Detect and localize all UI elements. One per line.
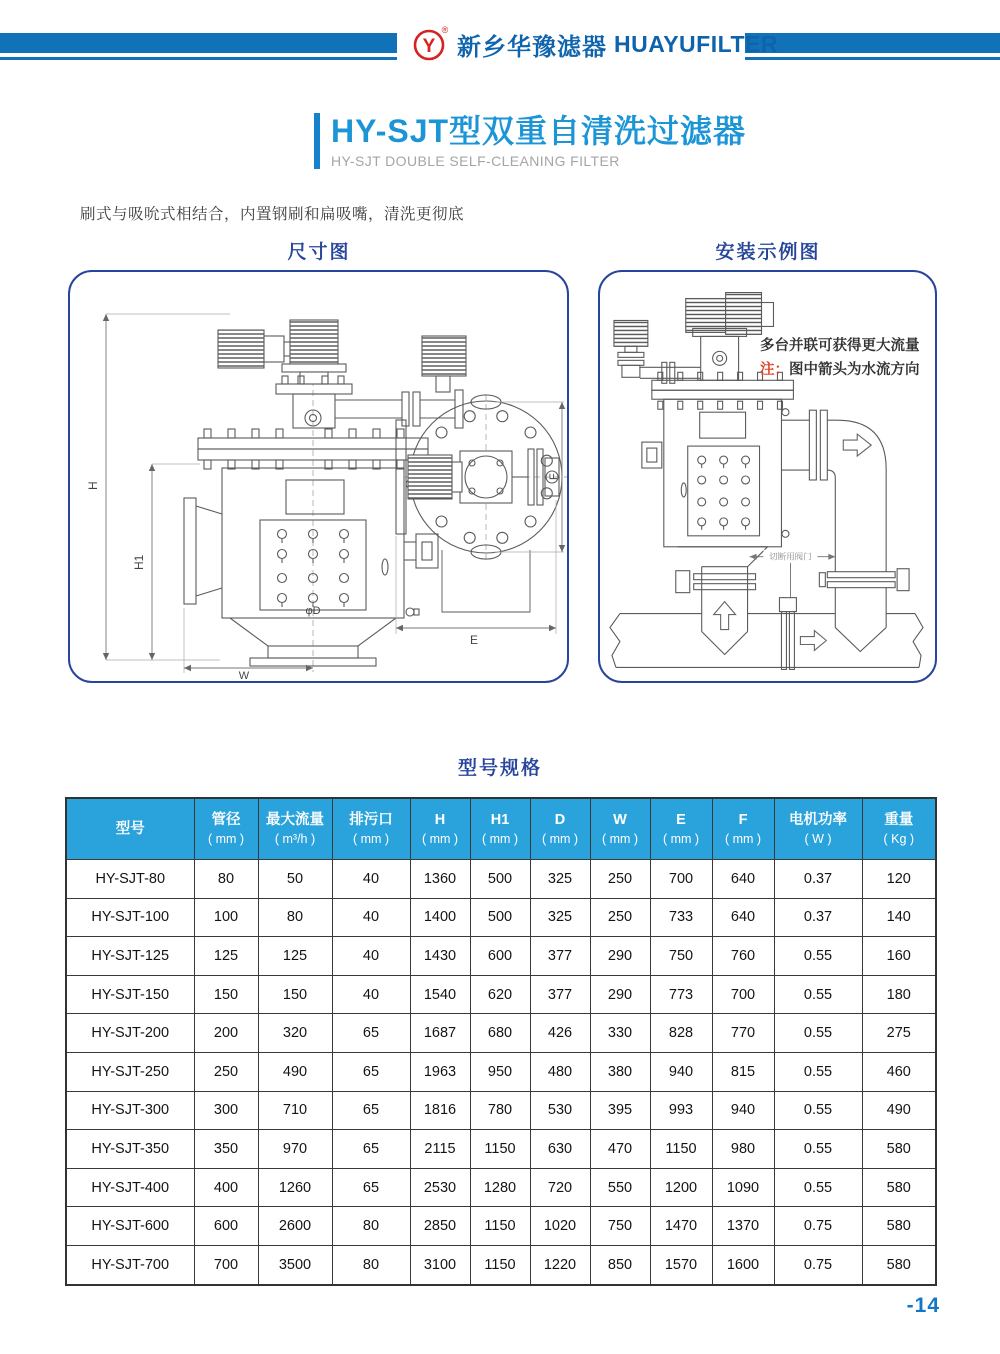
value-cell: 460 bbox=[862, 1052, 936, 1091]
model-cell: HY-SJT-350 bbox=[66, 1130, 194, 1169]
page-number: -14 bbox=[906, 1294, 940, 1317]
model-cell: HY-SJT-400 bbox=[66, 1168, 194, 1207]
value-cell: 0.37 bbox=[774, 860, 862, 899]
page-title: HY-SJT型双重自清洗过滤器 bbox=[331, 113, 747, 149]
value-cell: 0.55 bbox=[774, 975, 862, 1014]
value-cell: 1150 bbox=[650, 1130, 712, 1169]
header-rule-left-thick bbox=[0, 33, 397, 53]
value-cell: 80 bbox=[258, 898, 332, 937]
spec-table-row bbox=[66, 1014, 936, 1053]
value-cell: 550 bbox=[590, 1168, 650, 1207]
installation-notes bbox=[760, 334, 920, 382]
value-cell: 377 bbox=[530, 937, 590, 976]
model-cell: HY-SJT-100 bbox=[66, 898, 194, 937]
value-cell: 180 bbox=[862, 975, 936, 1014]
dim-label-e: E bbox=[469, 633, 479, 647]
dim-label-h: H bbox=[86, 481, 100, 490]
registered-mark: ® bbox=[441, 25, 449, 35]
value-cell: 580 bbox=[862, 1245, 936, 1284]
value-cell: 600 bbox=[470, 937, 530, 976]
value-cell: 620 bbox=[470, 975, 530, 1014]
spec-column-header: 型号 bbox=[66, 798, 194, 860]
value-cell: 1963 bbox=[410, 1052, 470, 1091]
value-cell: 0.55 bbox=[774, 1130, 862, 1169]
value-cell: 470 bbox=[590, 1130, 650, 1169]
note-parallel: 多台并联可获得更大流量 bbox=[760, 338, 920, 354]
spec-column-header: 重量 ( Kg ) bbox=[862, 798, 936, 860]
section-title-dimension: 尺寸图 bbox=[287, 242, 351, 263]
value-cell: 65 bbox=[332, 1168, 410, 1207]
value-cell: 200 bbox=[194, 1014, 258, 1053]
product-description: 刷式与吸吮式相结合，内置钢刷和扁吸嘴，清洗更彻底 bbox=[80, 206, 465, 223]
value-cell: 580 bbox=[862, 1168, 936, 1207]
spec-table-row bbox=[66, 937, 936, 976]
spec-column-header: W ( mm ) bbox=[590, 798, 650, 860]
spec-column-header: 管径 ( mm ) bbox=[194, 798, 258, 860]
value-cell: 150 bbox=[258, 975, 332, 1014]
value-cell: 3500 bbox=[258, 1245, 332, 1284]
value-cell: 1090 bbox=[712, 1168, 774, 1207]
spec-table-row bbox=[66, 1091, 936, 1130]
spec-table bbox=[65, 797, 937, 1286]
spec-table-row bbox=[66, 860, 936, 899]
note-text: 图中箭头为水流方向 bbox=[789, 362, 920, 378]
value-cell: 600 bbox=[194, 1207, 258, 1246]
value-cell: 490 bbox=[258, 1052, 332, 1091]
value-cell: 980 bbox=[712, 1130, 774, 1169]
brand-header bbox=[412, 22, 778, 66]
page-subtitle: HY-SJT DOUBLE SELF-CLEANING FILTER bbox=[331, 152, 620, 169]
model-cell: HY-SJT-600 bbox=[66, 1207, 194, 1246]
value-cell: 377 bbox=[530, 975, 590, 1014]
value-cell: 2115 bbox=[410, 1130, 470, 1169]
value-cell: 773 bbox=[650, 975, 712, 1014]
value-cell: 480 bbox=[530, 1052, 590, 1091]
installation-diagram-box bbox=[598, 270, 937, 683]
value-cell: 2530 bbox=[410, 1168, 470, 1207]
value-cell: 40 bbox=[332, 898, 410, 937]
value-cell: 40 bbox=[332, 975, 410, 1014]
value-cell: 700 bbox=[194, 1245, 258, 1284]
dimension-diagram-box bbox=[68, 270, 569, 683]
value-cell: 500 bbox=[470, 898, 530, 937]
value-cell: 580 bbox=[862, 1207, 936, 1246]
value-cell: 426 bbox=[530, 1014, 590, 1053]
value-cell: 750 bbox=[590, 1207, 650, 1246]
model-cell: HY-SJT-200 bbox=[66, 1014, 194, 1053]
value-cell: 65 bbox=[332, 1130, 410, 1169]
value-cell: 1470 bbox=[650, 1207, 712, 1246]
model-cell: HY-SJT-250 bbox=[66, 1052, 194, 1091]
spec-column-header: E ( mm ) bbox=[650, 798, 712, 860]
spec-column-header: 电机功率 ( W ) bbox=[774, 798, 862, 860]
value-cell: 850 bbox=[590, 1245, 650, 1284]
dimension-drawing bbox=[70, 272, 567, 681]
value-cell: 1280 bbox=[470, 1168, 530, 1207]
value-cell: 290 bbox=[590, 975, 650, 1014]
value-cell: 3100 bbox=[410, 1245, 470, 1284]
value-cell: 250 bbox=[194, 1052, 258, 1091]
header-rule-right-thin bbox=[745, 57, 1000, 60]
value-cell: 1150 bbox=[470, 1245, 530, 1284]
value-cell: 815 bbox=[712, 1052, 774, 1091]
model-cell: HY-SJT-125 bbox=[66, 937, 194, 976]
value-cell: 0.55 bbox=[774, 1014, 862, 1053]
value-cell: 950 bbox=[470, 1052, 530, 1091]
value-cell: 250 bbox=[590, 860, 650, 899]
section-title-installation: 安装示例图 bbox=[715, 242, 821, 263]
value-cell: 640 bbox=[712, 898, 774, 937]
value-cell: 993 bbox=[650, 1091, 712, 1130]
value-cell: 1600 bbox=[712, 1245, 774, 1284]
value-cell: 65 bbox=[332, 1091, 410, 1130]
value-cell: 700 bbox=[650, 860, 712, 899]
logo-monogram: Y bbox=[422, 36, 436, 57]
spec-table-header bbox=[66, 798, 936, 860]
value-cell: 395 bbox=[590, 1091, 650, 1130]
spec-table-row bbox=[66, 1207, 936, 1246]
value-cell: 630 bbox=[530, 1130, 590, 1169]
value-cell: 160 bbox=[862, 937, 936, 976]
value-cell: 125 bbox=[194, 937, 258, 976]
value-cell: 0.37 bbox=[774, 898, 862, 937]
value-cell: 1570 bbox=[650, 1245, 712, 1284]
value-cell: 400 bbox=[194, 1168, 258, 1207]
brand-name-cn: 新乡华豫滤器 bbox=[457, 33, 607, 61]
value-cell: 2850 bbox=[410, 1207, 470, 1246]
value-cell: 250 bbox=[590, 898, 650, 937]
value-cell: 100 bbox=[194, 898, 258, 937]
value-cell: 125 bbox=[258, 937, 332, 976]
value-cell: 40 bbox=[332, 937, 410, 976]
value-cell: 290 bbox=[590, 937, 650, 976]
spec-column-header: F ( mm ) bbox=[712, 798, 774, 860]
value-cell: 320 bbox=[258, 1014, 332, 1053]
model-cell: HY-SJT-80 bbox=[66, 860, 194, 899]
value-cell: 325 bbox=[530, 860, 590, 899]
value-cell: 970 bbox=[258, 1130, 332, 1169]
dim-label-d: φD bbox=[305, 605, 321, 617]
spec-table-title: 型号规格 bbox=[457, 758, 542, 779]
note-flow-direction bbox=[760, 358, 920, 382]
value-cell: 1020 bbox=[530, 1207, 590, 1246]
value-cell: 940 bbox=[650, 1052, 712, 1091]
value-cell: 300 bbox=[194, 1091, 258, 1130]
spec-column-header: D ( mm ) bbox=[530, 798, 590, 860]
value-cell: 700 bbox=[712, 975, 774, 1014]
value-cell: 750 bbox=[650, 937, 712, 976]
value-cell: 80 bbox=[194, 860, 258, 899]
value-cell: 0.55 bbox=[774, 1168, 862, 1207]
huayu-logo-icon bbox=[412, 23, 450, 65]
value-cell: 1360 bbox=[410, 860, 470, 899]
page-title-block bbox=[314, 113, 746, 169]
model-cell: HY-SJT-150 bbox=[66, 975, 194, 1014]
spec-table-row bbox=[66, 975, 936, 1014]
value-cell: 80 bbox=[332, 1207, 410, 1246]
value-cell: 1687 bbox=[410, 1014, 470, 1053]
value-cell: 500 bbox=[470, 860, 530, 899]
value-cell: 0.55 bbox=[774, 1052, 862, 1091]
value-cell: 0.55 bbox=[774, 937, 862, 976]
value-cell: 380 bbox=[590, 1052, 650, 1091]
dim-label-f: F bbox=[548, 473, 560, 480]
value-cell: 0.75 bbox=[774, 1207, 862, 1246]
model-cell: HY-SJT-700 bbox=[66, 1245, 194, 1284]
value-cell: 65 bbox=[332, 1052, 410, 1091]
value-cell: 1150 bbox=[470, 1207, 530, 1246]
spec-column-header: 排污口 ( mm ) bbox=[332, 798, 410, 860]
spec-column-header: 最大流量 ( m³/h ) bbox=[258, 798, 332, 860]
value-cell: 1150 bbox=[470, 1130, 530, 1169]
spec-table-row bbox=[66, 1245, 936, 1284]
value-cell: 0.75 bbox=[774, 1245, 862, 1284]
value-cell: 65 bbox=[332, 1014, 410, 1053]
valve-label: 切断用阀门 bbox=[769, 551, 812, 562]
spec-table-row bbox=[66, 898, 936, 937]
value-cell: 80 bbox=[332, 1245, 410, 1284]
value-cell: 720 bbox=[530, 1168, 590, 1207]
spec-table-row bbox=[66, 1168, 936, 1207]
value-cell: 640 bbox=[712, 860, 774, 899]
value-cell: 1260 bbox=[258, 1168, 332, 1207]
value-cell: 580 bbox=[862, 1130, 936, 1169]
header-rule-left-thin bbox=[0, 57, 397, 60]
value-cell: 120 bbox=[862, 860, 936, 899]
spec-table-row bbox=[66, 1052, 936, 1091]
value-cell: 780 bbox=[470, 1091, 530, 1130]
value-cell: 1220 bbox=[530, 1245, 590, 1284]
value-cell: 760 bbox=[712, 937, 774, 976]
value-cell: 0.55 bbox=[774, 1091, 862, 1130]
value-cell: 940 bbox=[712, 1091, 774, 1130]
spec-column-header: H ( mm ) bbox=[410, 798, 470, 860]
value-cell: 140 bbox=[862, 898, 936, 937]
value-cell: 1816 bbox=[410, 1091, 470, 1130]
value-cell: 490 bbox=[862, 1091, 936, 1130]
spec-column-header: H1 ( mm ) bbox=[470, 798, 530, 860]
spec-table-body bbox=[66, 860, 936, 1285]
header-rule-right-thick bbox=[745, 33, 1000, 53]
value-cell: 710 bbox=[258, 1091, 332, 1130]
value-cell: 150 bbox=[194, 975, 258, 1014]
value-cell: 50 bbox=[258, 860, 332, 899]
dim-label-w: W bbox=[238, 670, 250, 681]
model-cell: HY-SJT-300 bbox=[66, 1091, 194, 1130]
brand-name-en: HUAYUFILTER bbox=[614, 30, 778, 57]
spec-table-row bbox=[66, 1130, 936, 1169]
value-cell: 828 bbox=[650, 1014, 712, 1053]
value-cell: 350 bbox=[194, 1130, 258, 1169]
value-cell: 680 bbox=[470, 1014, 530, 1053]
value-cell: 733 bbox=[650, 898, 712, 937]
value-cell: 1370 bbox=[712, 1207, 774, 1246]
value-cell: 1400 bbox=[410, 898, 470, 937]
value-cell: 770 bbox=[712, 1014, 774, 1053]
value-cell: 1200 bbox=[650, 1168, 712, 1207]
dim-label-h1: H1 bbox=[132, 554, 146, 570]
value-cell: 325 bbox=[530, 898, 590, 937]
value-cell: 330 bbox=[590, 1014, 650, 1053]
note-prefix: 注： bbox=[760, 362, 789, 378]
value-cell: 275 bbox=[862, 1014, 936, 1053]
value-cell: 1430 bbox=[410, 937, 470, 976]
value-cell: 1540 bbox=[410, 975, 470, 1014]
value-cell: 2600 bbox=[258, 1207, 332, 1246]
value-cell: 530 bbox=[530, 1091, 590, 1130]
value-cell: 40 bbox=[332, 860, 410, 899]
